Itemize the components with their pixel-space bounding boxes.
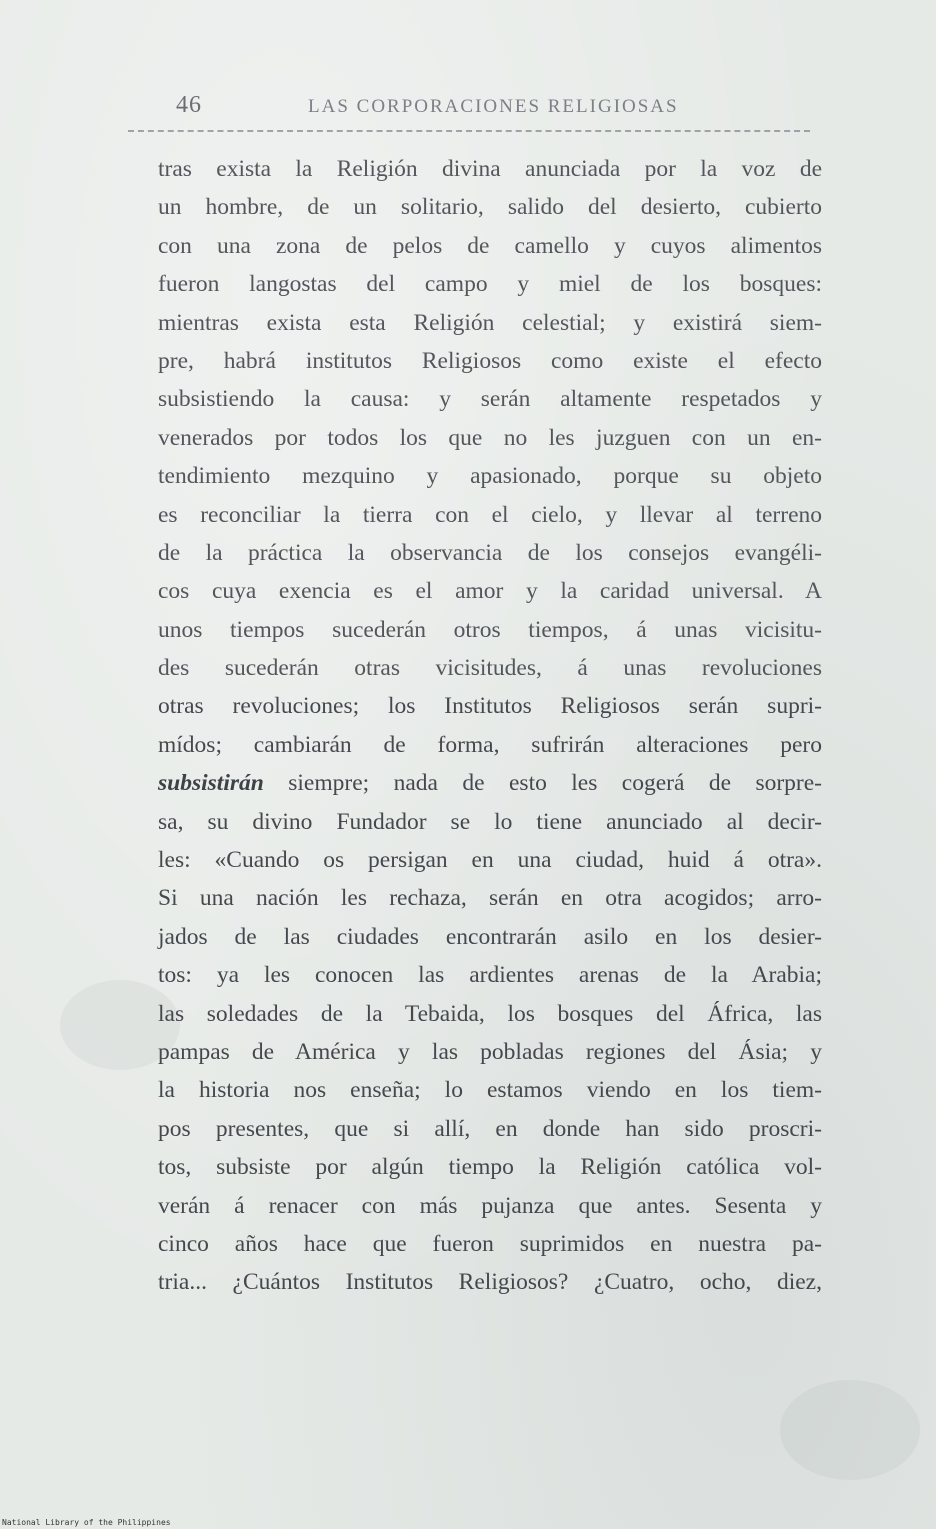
text-line: un hombre, de un solitario, salido del desierto, cubierto xyxy=(158,194,822,221)
text-line: unos tiempos sucederán otros tiempos, á unas vicisitu- xyxy=(158,616,822,643)
text-line: sa, su divino Fundador se lo tiene anunciado al decir- xyxy=(158,808,822,835)
text-line: Si una nación les rechaza, serán en otra acogidos; arro- xyxy=(158,885,822,912)
header-rule xyxy=(128,130,810,132)
text-line: tendimiento mezquino y apasionado, porque su objeto xyxy=(158,463,822,490)
text-line: es reconciliar la tierra con el cielo, y llevar al terreno xyxy=(158,501,822,528)
library-credit: National Library of the Philippines xyxy=(2,1518,171,1527)
text-line: cinco años hace que fueron suprimidos en nuestra pa- xyxy=(158,1230,822,1257)
text-line: cos cuya exencia es el amor y la caridad universal. A xyxy=(158,578,822,605)
text-line-with-italic xyxy=(158,764,822,802)
text-line: tras exista la Religión divina anunciada por la voz de xyxy=(158,156,822,182)
text-line: tos, subsiste por algún tiempo la Religión católica vol- xyxy=(158,1154,822,1181)
text-line: con una zona de pelos de camello y cuyos alimentos xyxy=(158,232,822,259)
text-line: les: «Cuando os persigan en una ciudad, huid á otra». xyxy=(158,847,822,874)
text-line: tria... ¿Cuántos Institutos Religiosos? ¿Cuatro, ocho, diez, xyxy=(158,1269,822,1296)
page-header xyxy=(0,92,936,126)
paper-stain xyxy=(780,1380,920,1480)
text-line: tos: ya les conocen las ardientes arenas de la Arabia; xyxy=(158,962,822,989)
text-line: la historia nos enseña; lo estamos viendo en los tiem- xyxy=(158,1077,822,1104)
text-line: otras revoluciones; los Institutos Religiosos serán supri- xyxy=(158,693,822,720)
text-line: pampas de América y las pobladas regiones del Ásia; y xyxy=(158,1038,822,1065)
text-line: des sucederán otras vicisitudes, á unas revoluciones xyxy=(158,655,822,682)
body-text xyxy=(158,150,822,1302)
running-head: LAS CORPORACIONES RELIGIOSAS xyxy=(308,96,679,117)
text-line: pos presentes, que si allí, en donde han sido proscri- xyxy=(158,1115,822,1142)
text-line: subsistiendo la causa: y serán altamente respetados y xyxy=(158,386,822,413)
text-line: fueron langostas del campo y miel de los bosques: xyxy=(158,271,822,298)
page-number: 46 xyxy=(176,92,202,118)
text-line: mídos; cambiarán de forma, sufrirán alteraciones pero xyxy=(158,731,822,758)
italic-word: subsistirán xyxy=(158,770,264,797)
text-line: las soledades de la Tebaida, los bosques del África, las xyxy=(158,1000,822,1027)
text-line: jados de las ciudades encontrarán asilo en los desier- xyxy=(158,923,822,950)
text-line: pre, habrá institutos Religiosos como existe el efecto xyxy=(158,347,822,374)
text-line: venerados por todos los que no les juzguen con un en- xyxy=(158,424,822,451)
text-line: de la práctica la observancia de los consejos evangéli- xyxy=(158,539,822,566)
text-line: verán á renacer con más pujanza que antes. Sesenta y xyxy=(158,1192,822,1219)
text-line-rest: siempre; nada de esto les cogerá de sorpre- xyxy=(288,770,823,797)
text-line: mientras exista esta Religión celestial; y existirá siem- xyxy=(158,309,822,336)
